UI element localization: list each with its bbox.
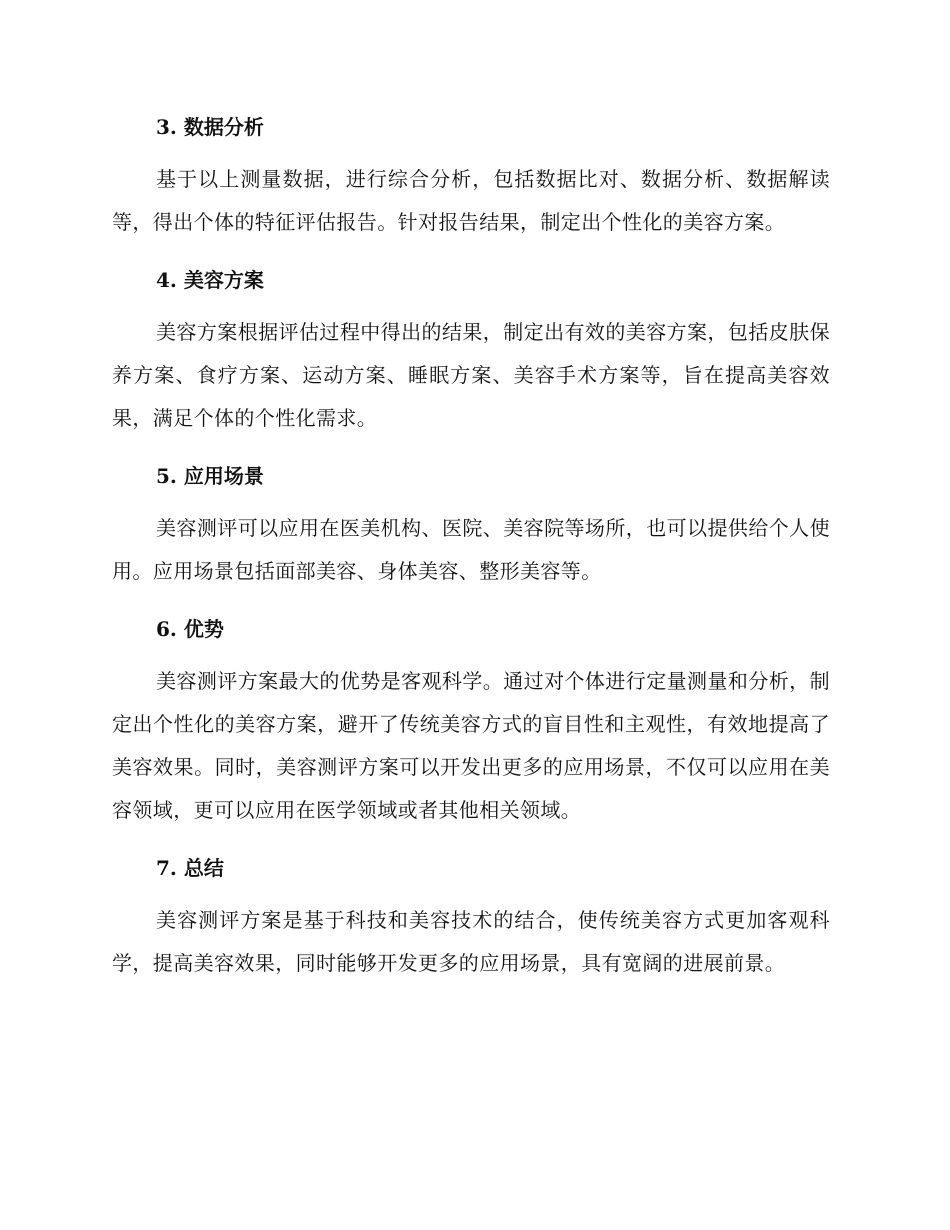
section-paragraph: 美容方案根据评估过程中得出的结果，制定出有效的美容方案，包括皮肤保养方案、食疗方案、运动方案、睡眠方案、美容手术方案等，旨在提高美容效果，满足个体的个性化需求。 [112, 320, 830, 430]
section-heading: 5. 应用场景 [156, 464, 264, 488]
section-advantages [112, 615, 830, 832]
section-heading: 7. 总结 [156, 856, 224, 880]
section-application-scenarios [112, 462, 830, 593]
section-heading: 3. 数据分析 [156, 115, 264, 139]
section-paragraph: 美容测评可以应用在医美机构、医院、美容院等场所，也可以提供给个人使用。应用场景包括面部美容、身体美容、整形美容等。 [112, 516, 830, 583]
section-beauty-plan [112, 266, 830, 440]
section-paragraph: 美容测评方案是基于科技和美容技术的结合，使传统美容方式更加客观科学，提高美容效果，同时能够开发更多的应用场景，具有宽阔的进展前景。 [112, 908, 830, 975]
section-heading: 6. 优势 [156, 617, 224, 641]
section-paragraph: 美容测评方案最大的优势是客观科学。通过对个体进行定量测量和分析，制定出个性化的美容方案，避开了传统美容方式的盲目性和主观性，有效地提高了美容效果。同时，美容测评方案可以开发出更多的应用场景，不仅可以应用在美容领域，更可以应用在医学领域或者其他相关领域。 [112, 669, 830, 822]
section-data-analysis [112, 113, 830, 244]
section-heading: 4. 美容方案 [156, 268, 264, 292]
section-paragraph: 基于以上测量数据，进行综合分析，包括数据比对、数据分析、数据解读等，得出个体的特征评估报告。针对报告结果，制定出个性化的美容方案。 [112, 167, 830, 234]
section-summary [112, 854, 830, 985]
